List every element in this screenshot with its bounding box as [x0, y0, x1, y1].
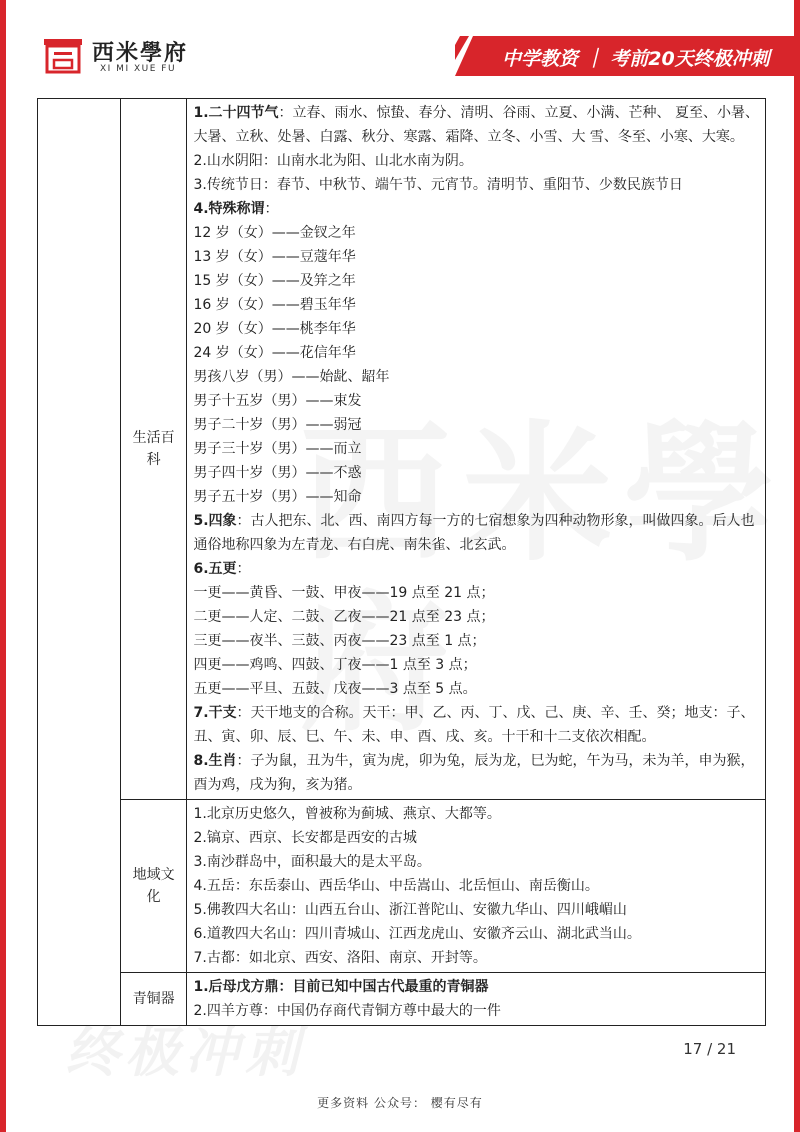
content-line — [193, 850, 759, 874]
category-cell — [120, 973, 187, 1026]
line-text: 男孩八岁（男）——始龀、龆年 — [193, 369, 390, 385]
content-line — [193, 437, 759, 461]
content-line — [193, 365, 759, 389]
line-text: 6.道教四大名山：四川青城山、江西龙虎山、安徽齐云山、湖北武当山。 — [193, 926, 641, 942]
line-text: 1.北京历史悠久，曾被称为蓟城、燕京、大都等。 — [193, 806, 501, 822]
table-row — [38, 800, 766, 973]
table-row — [38, 99, 766, 800]
line-text: ：天干地支的合称。天干：甲、乙、丙、丁、戊、己、庚、辛、壬、癸；地支：子、 — [236, 705, 755, 721]
category-cell — [120, 99, 187, 800]
line-text: 男子二十岁（男）——弱冠 — [193, 417, 362, 433]
line-text: 酉为鸡，戌为狗，亥为猪。 — [193, 777, 362, 793]
line-bold-text: 1.二十四节气 — [193, 105, 279, 121]
category-label: 地域文化 — [132, 867, 175, 905]
line-text: 二更——人定、二鼓、乙夜——21 点至 23 点； — [193, 609, 495, 625]
footer-note: 更多资料 公众号： 樱有尽有 — [317, 1096, 483, 1110]
content-cell — [187, 99, 766, 800]
line-text: 男子四十岁（男）——不惑 — [193, 465, 362, 481]
line-bold-text: 8.生肖 — [193, 753, 237, 769]
category-label: 青铜器 — [132, 991, 175, 1007]
content-line — [193, 802, 759, 826]
content-line — [193, 701, 759, 725]
logo-icon — [44, 36, 82, 74]
line-text: 16 岁（女）——碧玉年华 — [193, 297, 356, 313]
content-line — [193, 293, 759, 317]
content-line — [193, 898, 759, 922]
line-text: 15 岁（女）——及笄之年 — [193, 273, 356, 289]
category-label: 生活百科 — [132, 430, 175, 468]
content-line — [193, 413, 759, 437]
line-text: 男子十五岁（男）——束发 — [193, 393, 362, 409]
content-line — [193, 197, 759, 221]
content-line — [193, 629, 759, 653]
line-text: 通俗地称四象为左青龙、右白虎、南朱雀、北玄武。 — [193, 537, 516, 553]
line-bold-text: 5.四象 — [193, 513, 237, 529]
line-text: 2.四羊方尊：中国仍存商代青铜方尊中最大的一件 — [193, 1003, 501, 1019]
blank-cell — [38, 99, 121, 1026]
logo-title: 西米學府 — [92, 40, 189, 66]
content-line — [193, 317, 759, 341]
content-line — [193, 749, 759, 773]
line-bold-text: 7.干支 — [193, 705, 237, 721]
content-line — [193, 245, 759, 269]
content-line — [193, 221, 759, 245]
line-bold-text: 1.后母戊方鼎：目前已知中国古代最重的青铜器 — [193, 979, 489, 995]
content-line — [193, 946, 759, 970]
line-text: 5.佛教四大名山：山西五台山、浙江普陀山、安徽九华山、四川峨嵋山 — [193, 902, 627, 918]
content-line — [193, 461, 759, 485]
line-text: 三更——夜半、三鼓、丙夜——23 点至 1 点； — [193, 633, 486, 649]
content-line — [193, 485, 759, 509]
line-text: 男子三十岁（男）——而立 — [193, 441, 362, 457]
content-line — [193, 101, 759, 125]
line-bold-text: 6.五更 — [193, 561, 237, 577]
line-text: 13 岁（女）——豆蔻年华 — [193, 249, 356, 265]
line-text: 20 岁（女）——桃李年华 — [193, 321, 356, 337]
content-line — [193, 557, 759, 581]
line-text: 24 岁（女）——花信年华 — [193, 345, 356, 361]
line-text: 四更——鸡鸣、四鼓、丁夜——1 点至 3 点； — [193, 657, 477, 673]
line-text: ：子为鼠，丑为牛，寅为虎，卯为兔，辰为龙，巳为蛇，午为马，未为羊，申为猴， — [236, 753, 755, 769]
content-line — [193, 826, 759, 850]
content-line — [193, 725, 759, 749]
line-text: 男子五十岁（男）——知命 — [193, 489, 362, 505]
line-text: 2.山水阴阳：山南水北为阳、山北水南为阴。 — [193, 153, 473, 169]
line-text: 大暑、立秋、处暑、白露、秋分、寒露、霜降、立冬、小雪、大 雪、冬至、小寒、大寒。 — [193, 129, 744, 145]
line-text: 4.五岳：东岳泰山、西岳华山、中岳嵩山、北岳恒山、南岳衡山。 — [193, 878, 599, 894]
content-cell — [187, 973, 766, 1026]
logo-subtitle: XI MI XUE FU — [100, 64, 177, 74]
content-line — [193, 341, 759, 365]
watermark-bottom: 终极冲刺 — [65, 1021, 305, 1084]
banner-title: 中学教资 ｜ 考前20天终极冲刺 — [502, 48, 770, 70]
content-cell — [187, 800, 766, 973]
category-cell — [120, 800, 187, 973]
content-line — [193, 605, 759, 629]
line-text: ： — [236, 561, 251, 577]
line-text: 五更——平旦、五鼓、戊夜——3 点至 5 点。 — [193, 681, 477, 697]
content-line — [193, 389, 759, 413]
content-line — [193, 773, 759, 797]
content-line — [193, 653, 759, 677]
content-line — [193, 509, 759, 533]
table-row — [38, 973, 766, 1026]
content-line — [193, 125, 759, 149]
content-line — [193, 975, 759, 999]
content-line — [193, 269, 759, 293]
line-text: 3.南沙群岛中，面积最大的是太平岛。 — [193, 854, 431, 870]
line-text: 2.镐京、西京、长安都是西安的古城 — [193, 830, 417, 846]
content-line — [193, 922, 759, 946]
content-line — [193, 173, 759, 197]
line-text: ：古人把东、北、西、南四方每一方的七宿想象为四种动物形象，叫做四象。后人也 — [236, 513, 755, 529]
content-line — [193, 149, 759, 173]
line-text: ：立春、雨水、惊蛰、春分、清明、谷雨、立夏、小满、芒种、 夏至、小暑、 — [278, 105, 759, 121]
line-text: 3.传统节日：春节、中秋节、端午节、元宵节。清明节、重阳节、少数民族节日 — [193, 177, 683, 193]
content-line — [193, 874, 759, 898]
line-text: 一更——黄昏、一鼓、甲夜——19 点至 21 点； — [193, 585, 495, 601]
line-text: 7.古都：如北京、西安、洛阳、南京、开封等。 — [193, 950, 487, 966]
content-line — [193, 533, 759, 557]
content-line — [193, 677, 759, 701]
line-text: 丑、寅、卯、辰、巳、午、未、申、酉、戌、亥。十干和十二支依次相配。 — [193, 729, 656, 745]
content-table — [37, 98, 766, 1026]
line-text: 12 岁（女）——金钗之年 — [193, 225, 356, 241]
page-number: 17 / 21 — [683, 1040, 736, 1058]
page-header — [0, 0, 800, 90]
content-line — [193, 999, 759, 1023]
content-line — [193, 581, 759, 605]
line-text: ： — [264, 201, 279, 217]
line-bold-text: 4.特殊称谓 — [193, 201, 265, 217]
